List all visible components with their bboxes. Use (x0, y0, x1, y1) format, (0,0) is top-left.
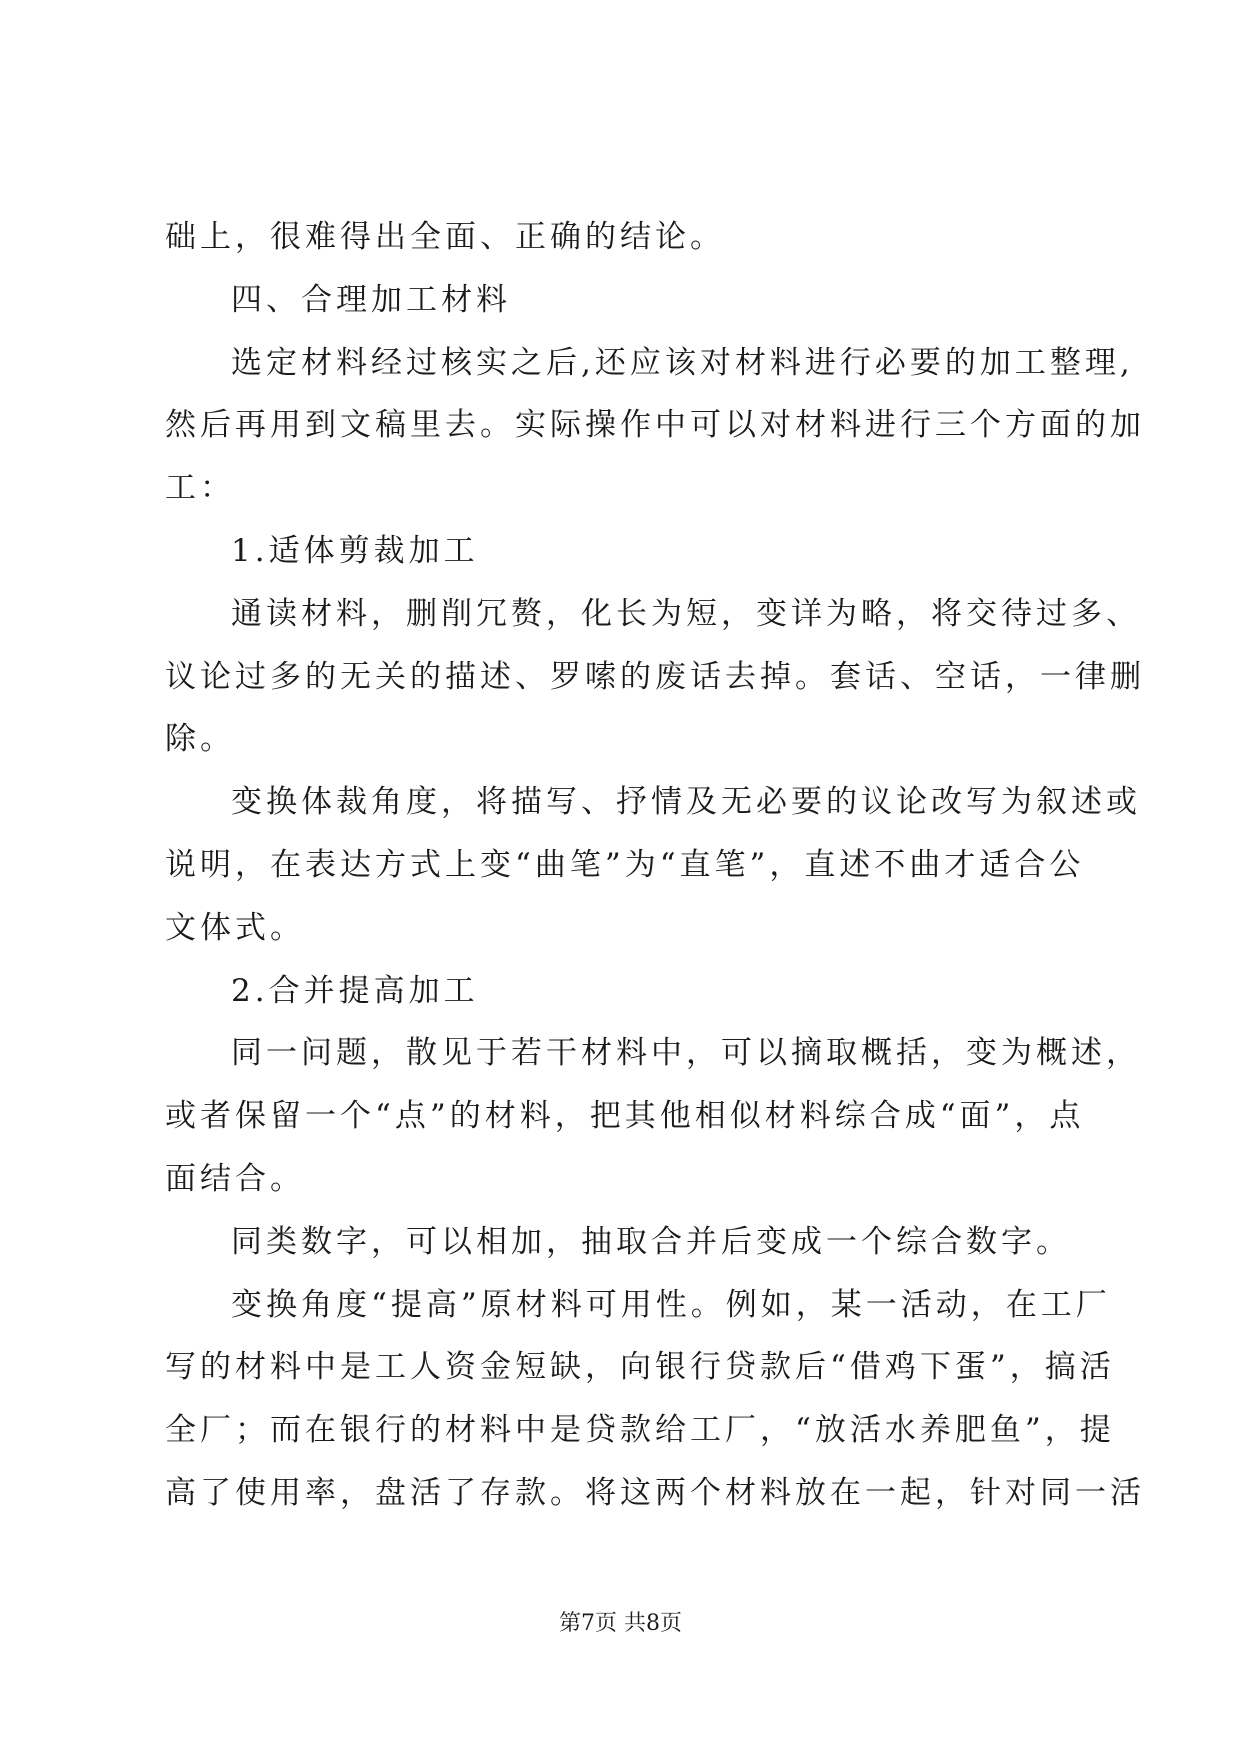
document-body (165, 206, 1145, 1525)
text-line: 工： (165, 470, 235, 507)
text-line: 面结合。 (165, 1160, 305, 1197)
text-line: 全厂；而在银行的材料中是贷款给工厂，“放活水养肥鱼”，提 (165, 1412, 1115, 1449)
section-heading: 四、合理加工材料 (231, 281, 511, 318)
text-line: 变换体裁角度，将描写、抒情及无必要的议论改写为叙述或 (231, 784, 1141, 821)
text-line: 议论过多的无关的描述、罗嗦的废话去掉。套话、空话，一律删 (165, 658, 1145, 695)
subsection-heading: 1.适体剪裁加工 (231, 532, 479, 569)
text-line: 变换角度“提高”原材料可用性。例如，某一活动，在工厂 (231, 1286, 1111, 1323)
text-line: 写的材料中是工人资金短缺，向银行贷款后“借鸡下蛋”，搞活 (165, 1349, 1115, 1386)
text-line: 除。 (165, 721, 235, 758)
text-line: 或者保留一个“点”的材料，把其他相似材料综合成“面”，点 (165, 1098, 1085, 1135)
text-line: 同类数字，可以相加，抽取合并后变成一个综合数字。 (231, 1223, 1071, 1260)
text-line: 文体式。 (165, 909, 305, 946)
page-number-footer: 第7页 共8页 (559, 1611, 682, 1636)
text-line: 础上，很难得出全面、正确的结论。 (165, 219, 725, 255)
subsection-heading: 2.合并提高加工 (231, 972, 479, 1009)
text-line: 选定材料经过核实之后,还应该对材料进行必要的加工整理, (231, 344, 1134, 381)
text-line: 然后再用到文稿里去。实际操作中可以对材料进行三个方面的加 (165, 407, 1145, 444)
text-line: 同一问题，散见于若干材料中，可以摘取概括，变为概述， (231, 1035, 1141, 1072)
text-line: 通读材料，删削冗赘，化长为短，变详为略，将交待过多、 (231, 595, 1141, 632)
text-line: 高了使用率，盘活了存款。将这两个材料放在一起，针对同一活 (165, 1474, 1145, 1511)
text-line: 说明，在表达方式上变“曲笔”为“直笔”，直述不曲才适合公 (165, 846, 1085, 883)
